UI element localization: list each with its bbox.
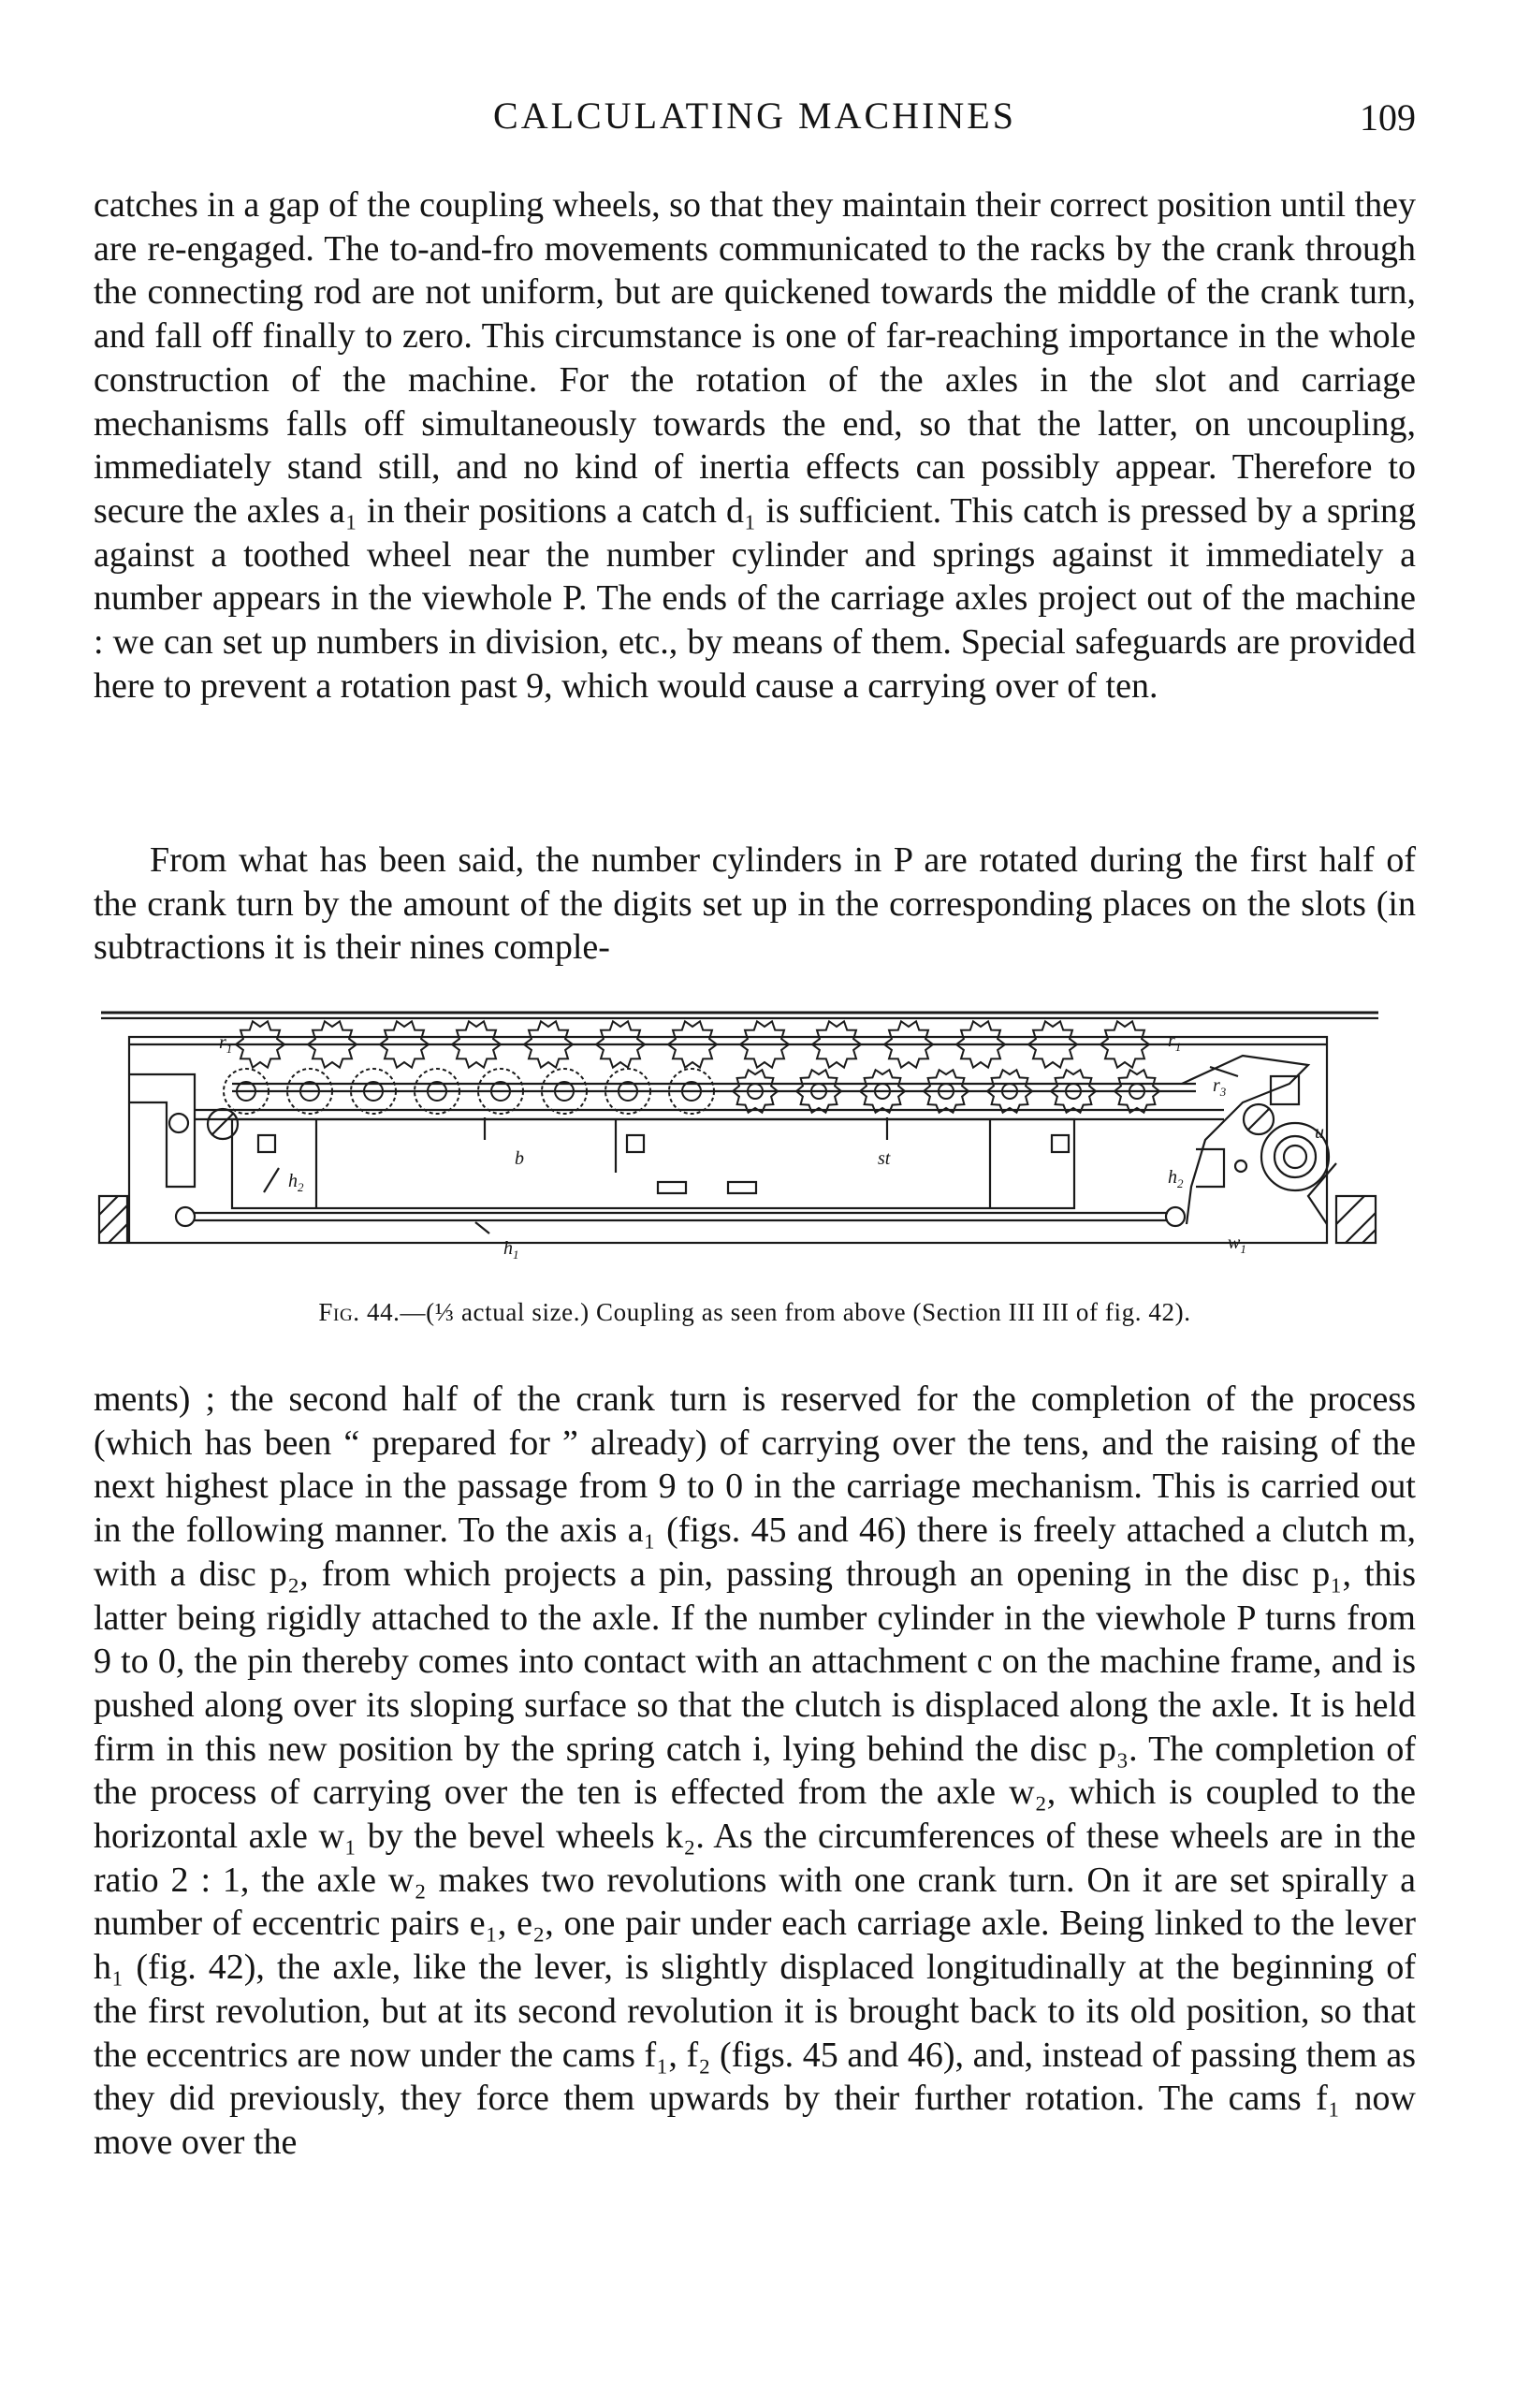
body-paragraph: ments) ; the second half of the crank turn is reserved for the completion of the process (which has been “ prepared for ” already) of carrying over the tens, and the raising of the next highest place in the passage from 9 to 0 in the carriage mechanism. This is carried out in the following manner. To the axis a₁ (figs. 45 and 46) there is freely attached a clutch m, with a disc p₂, from which projects a pin, passing through an opening in the disc p₁, this latter being rigidly attached to the axle. If the number cylinder in the viewhole P turns from 9 to 0, the pin thereby comes into contact with an attachment c on the machine frame, and is pushed along over its sloping surface so that the clutch is displaced along the axle. It is held firm in this new position by the spring catch i, lying behind the disc p₃. The completion of the process of carrying over the ten is effected from the axle w₂, which is coupled to the horizontal axle w₁ by the bevel wheels k₂. As the circumferences of these wheels are in the ratio 2 : 1, the axle w₂ makes two revolutions with one crank turn. On it are set spirally a number of eccentric pairs e₁, e₂, one pair under each carriage axle. Being linked to the lever h₁ (fig. 42), the axle, like the lever, is slightly displaced longitudinally at the beginning of the first revolution, but at its second revolution it is brought back to its old position, so that the eccentrics are now under the cams f₁, f₂ (figs. 45 and 46), and, instead of passing them as they did previously, they force them upwards by their further rotation. The cams f₁ now move over the: [94, 1379, 1416, 2162]
page-number: 109: [1360, 96, 1416, 139]
running-title: CALCULATING MACHINES: [493, 95, 1016, 137]
label-h2-left: $h_2$: [288, 1171, 304, 1194]
caption-dash: —(: [400, 1298, 435, 1326]
caption-fraction: ⅓: [434, 1298, 455, 1326]
running-head: [94, 94, 1416, 150]
label-u: u: [1315, 1122, 1324, 1143]
label-st: st: [878, 1148, 891, 1169]
figure-number: Fig. 44.: [318, 1298, 401, 1326]
body-paragraph: catches in a gap of the coupling wheels, so that they maintain their correct position until they are re-engaged. The to-and-fro movements communicated to the racks by the crank through the connecting rod are not uniform, but are quickened towards the middle of the crank turn, and fall off finally to zero. This circumstance is one of far-reaching importance in the whole construction of the machine. For the rotation of the axles in the slot and carriage mechanisms falls off simultaneously towards the end, so that the latter, on uncoupling, immediately stand still, and no kind of inertia effects can possibly appear. Therefore to secure the axles a₁ in their positions a catch d₁ is sufficient. This catch is pressed by a spring against a toothed wheel near the number cylinder and springs against it immediately a number appears in the viewhole P. The ends of the carriage axles project out of the machine : we can set up numbers in division, etc., by means of them. Special safeguards are provided here to prevent a rotation past 9, which would cause a carrying over of ten.: [94, 185, 1416, 706]
label-r3: $r_3$: [1213, 1075, 1227, 1099]
body-paragraph: From what has been said, the number cylinders in P are rotated during the first half of the crank turn by the amount of the digits set up in the corresponding places on the slots (in subtractions it is their nines comple-: [94, 840, 1416, 968]
label-h1: $h_1$: [503, 1238, 519, 1262]
label-b: b: [515, 1148, 524, 1169]
coupling-mechanism-drawing: [92, 1000, 1420, 1290]
label-r1-right: $r_1$: [1168, 1030, 1182, 1054]
label-h2-right: $h_2$: [1168, 1167, 1184, 1190]
figure-coupling-diagram: [92, 1000, 1420, 1341]
caption-text: actual size.) Coupling as seen from above (Section III III of fig. 42).: [454, 1298, 1191, 1326]
label-w1: $w_1$: [1228, 1233, 1246, 1256]
label-r1-left: $r_1$: [219, 1032, 233, 1056]
figure-caption: [94, 1298, 1416, 1327]
